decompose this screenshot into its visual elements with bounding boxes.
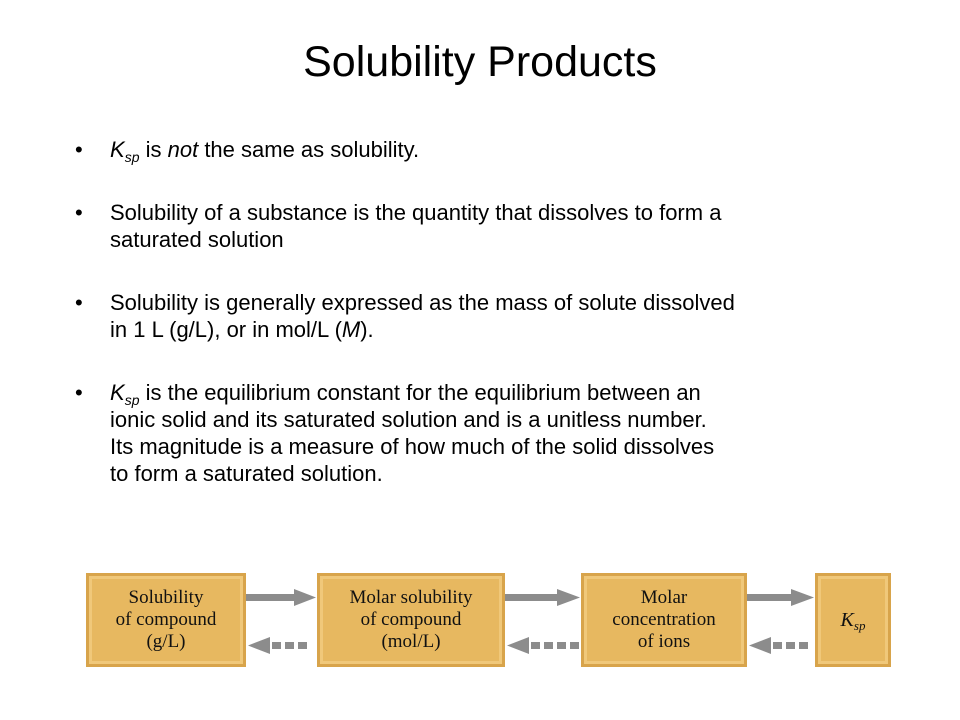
bullet-text: Solubility of a substance is the quantity that dissolves to form a [110,200,722,225]
box-solubility-g-per-l [86,573,246,667]
backward-arrow-3 [749,637,808,654]
bullet-list [72,136,872,523]
slide-title: Solubility Products [303,38,657,86]
box-line: Molar [640,587,688,608]
box-line: of compound [115,609,217,630]
emphasis-molarity: M [341,317,361,342]
box-line: (g/L) [146,631,186,652]
box-line: of compound [360,609,462,630]
ksp-subscript: sp [124,149,140,165]
bullet-text: ). [360,317,374,342]
bullet-dot: • [75,380,83,405]
emphasis-not: not [167,137,199,162]
bullet-text: ionic solid and its saturated solution and is a unitless number. [110,407,707,432]
forward-arrow-3 [747,589,814,606]
ksp-subscript: sp [124,392,140,408]
box-ksp [815,573,891,667]
bullet-solubility-units [72,289,872,343]
ksp-symbol: K [840,609,854,631]
box-line: concentration [612,609,716,630]
bullet-text: saturated solution [110,227,284,252]
bullet-text: Solubility is generally expressed as the mass of solute dissolved [110,290,735,315]
bullet-text: is [139,137,168,162]
box-line: (mol/L) [381,631,441,652]
ksp-symbol: K [110,380,125,405]
forward-arrow-1 [246,589,316,606]
bullet-ksp-definition [72,379,872,487]
backward-arrow-2 [507,637,579,654]
bullet-text: is the equilibrium constant for the equilibrium between an [139,380,701,405]
box-line: of ions [637,631,691,652]
box-ksp-label [841,609,866,631]
ksp-symbol: K [110,137,125,162]
bullet-dot: • [75,137,83,162]
box-line: Molar solubility [349,587,473,608]
bullet-solubility-definition [72,199,872,253]
bullet-ksp-not-solubility [72,136,872,163]
bullet-dot: • [75,200,83,225]
bullet-dot: • [75,290,83,315]
bullet-text: the same as solubility. [198,137,420,162]
bullet-text: to form a saturated solution. [110,461,383,486]
bullet-text: in 1 L (g/L), or in mol/L ( [110,317,342,342]
bullet-text: Its magnitude is a measure of how much of the solid dissolves [110,434,715,459]
ksp-subscript: sp [853,618,866,633]
box-molar-ion-concentration [581,573,747,667]
box-molar-solubility [317,573,505,667]
backward-arrow-1 [248,637,307,654]
box-line: Solubility [128,587,204,608]
forward-arrow-2 [505,589,580,606]
